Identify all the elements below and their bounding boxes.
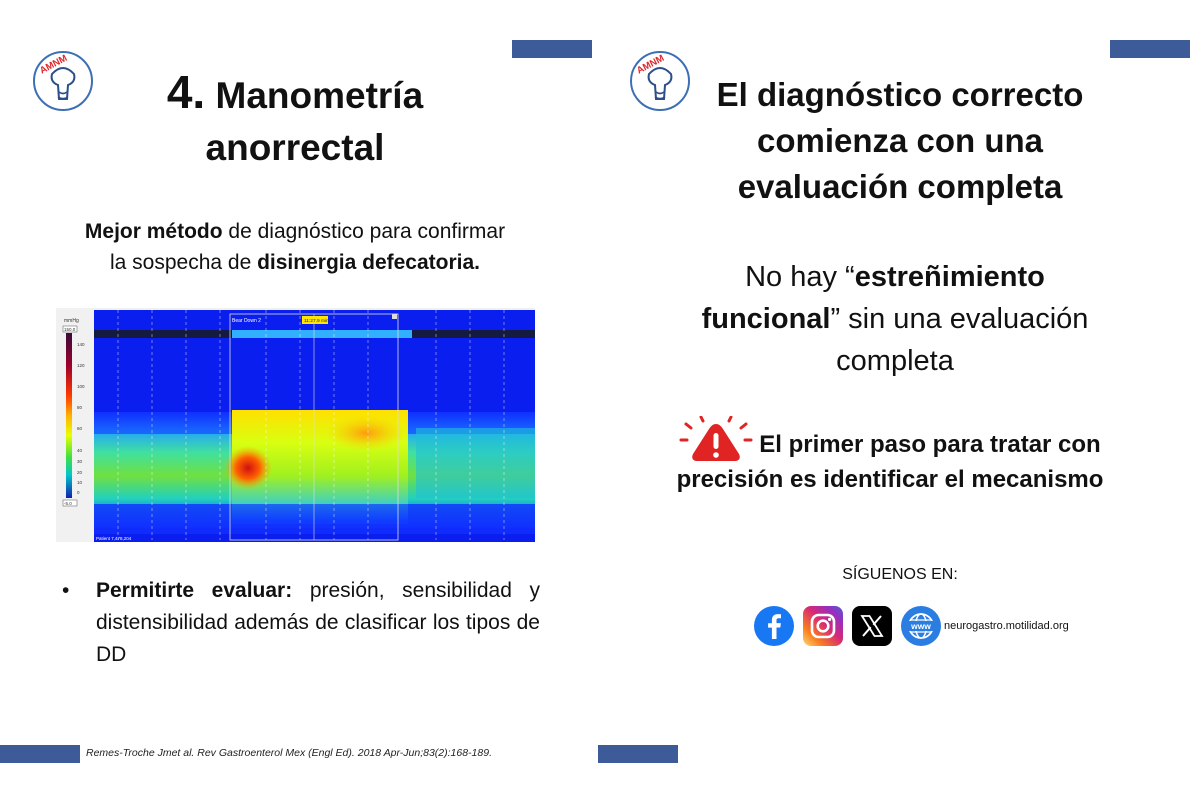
svg-text:20: 20 — [77, 470, 83, 475]
left-slide-subtitle: Mejor método de diagnóstico para confirmar la sospecha de disinergia defecatoria. — [84, 220, 506, 274]
svg-text:0: 0 — [77, 490, 80, 495]
website-url[interactable]: neurogastro.motilidad.org — [944, 620, 1069, 632]
svg-text:40: 40 — [77, 448, 83, 453]
right-slide-statement: No hay “estreñimiento funcional” sin una evaluación completa — [701, 261, 1089, 377]
svg-text:80: 80 — [77, 405, 83, 410]
alert-message: El primer paso para tratar con precisión es identificar el mecanismo — [650, 416, 1130, 497]
svg-text:140: 140 — [77, 342, 85, 347]
accent-bar-top-right — [1110, 40, 1190, 58]
follow-us-label: SÍGUENOS EN: — [842, 566, 958, 583]
alert-warning-icon — [679, 416, 753, 462]
svg-text:150.0: 150.0 — [64, 327, 76, 332]
x-link[interactable] — [852, 606, 892, 646]
right-slide-title: El diagnóstico correcto comienza con una evaluación completa — [716, 76, 1084, 205]
svg-text:AMNM: AMNM — [37, 52, 70, 77]
svg-text:60: 60 — [77, 426, 83, 431]
amnm-logo-icon — [30, 48, 96, 114]
svg-text:Bear Down 2: Bear Down 2 — [232, 318, 261, 324]
svg-text:Patient 7,478,204: Patient 7,478,204 — [96, 536, 132, 541]
accent-bar-bottom-mid — [598, 745, 678, 763]
web-icon — [901, 606, 941, 646]
svg-text:-5.0: -5.0 — [64, 501, 72, 506]
svg-text:120: 120 — [77, 363, 85, 368]
citation: Remes-Troche Jmet al. Rev Gastroenterol Mex (Engl Ed). 2018 Apr-Jun;83(2):168-189. — [86, 747, 492, 759]
instagram-link[interactable] — [803, 606, 843, 646]
manometry-heatmap — [56, 308, 535, 542]
social-links — [754, 605, 1069, 647]
svg-text:10: 10 — [77, 480, 83, 485]
svg-text:11:27.9 min: 11:27.9 min — [304, 319, 329, 324]
website-link[interactable] — [901, 606, 941, 646]
bullet-dot: • — [62, 579, 70, 602]
facebook-link[interactable] — [754, 606, 794, 646]
svg-text:100: 100 — [77, 384, 85, 389]
left-slide-title: 4. Manometría anorrectal — [166, 66, 424, 168]
facebook-icon — [754, 606, 794, 646]
svg-text:30: 30 — [77, 459, 83, 464]
accent-bar-top-left — [512, 40, 592, 58]
svg-text:www: www — [911, 621, 931, 631]
instagram-icon — [803, 606, 843, 646]
svg-text:AMNM: AMNM — [634, 52, 667, 77]
svg-text:mmHg: mmHg — [64, 318, 79, 324]
accent-bar-bottom-left — [0, 745, 80, 763]
x-icon — [852, 606, 892, 646]
